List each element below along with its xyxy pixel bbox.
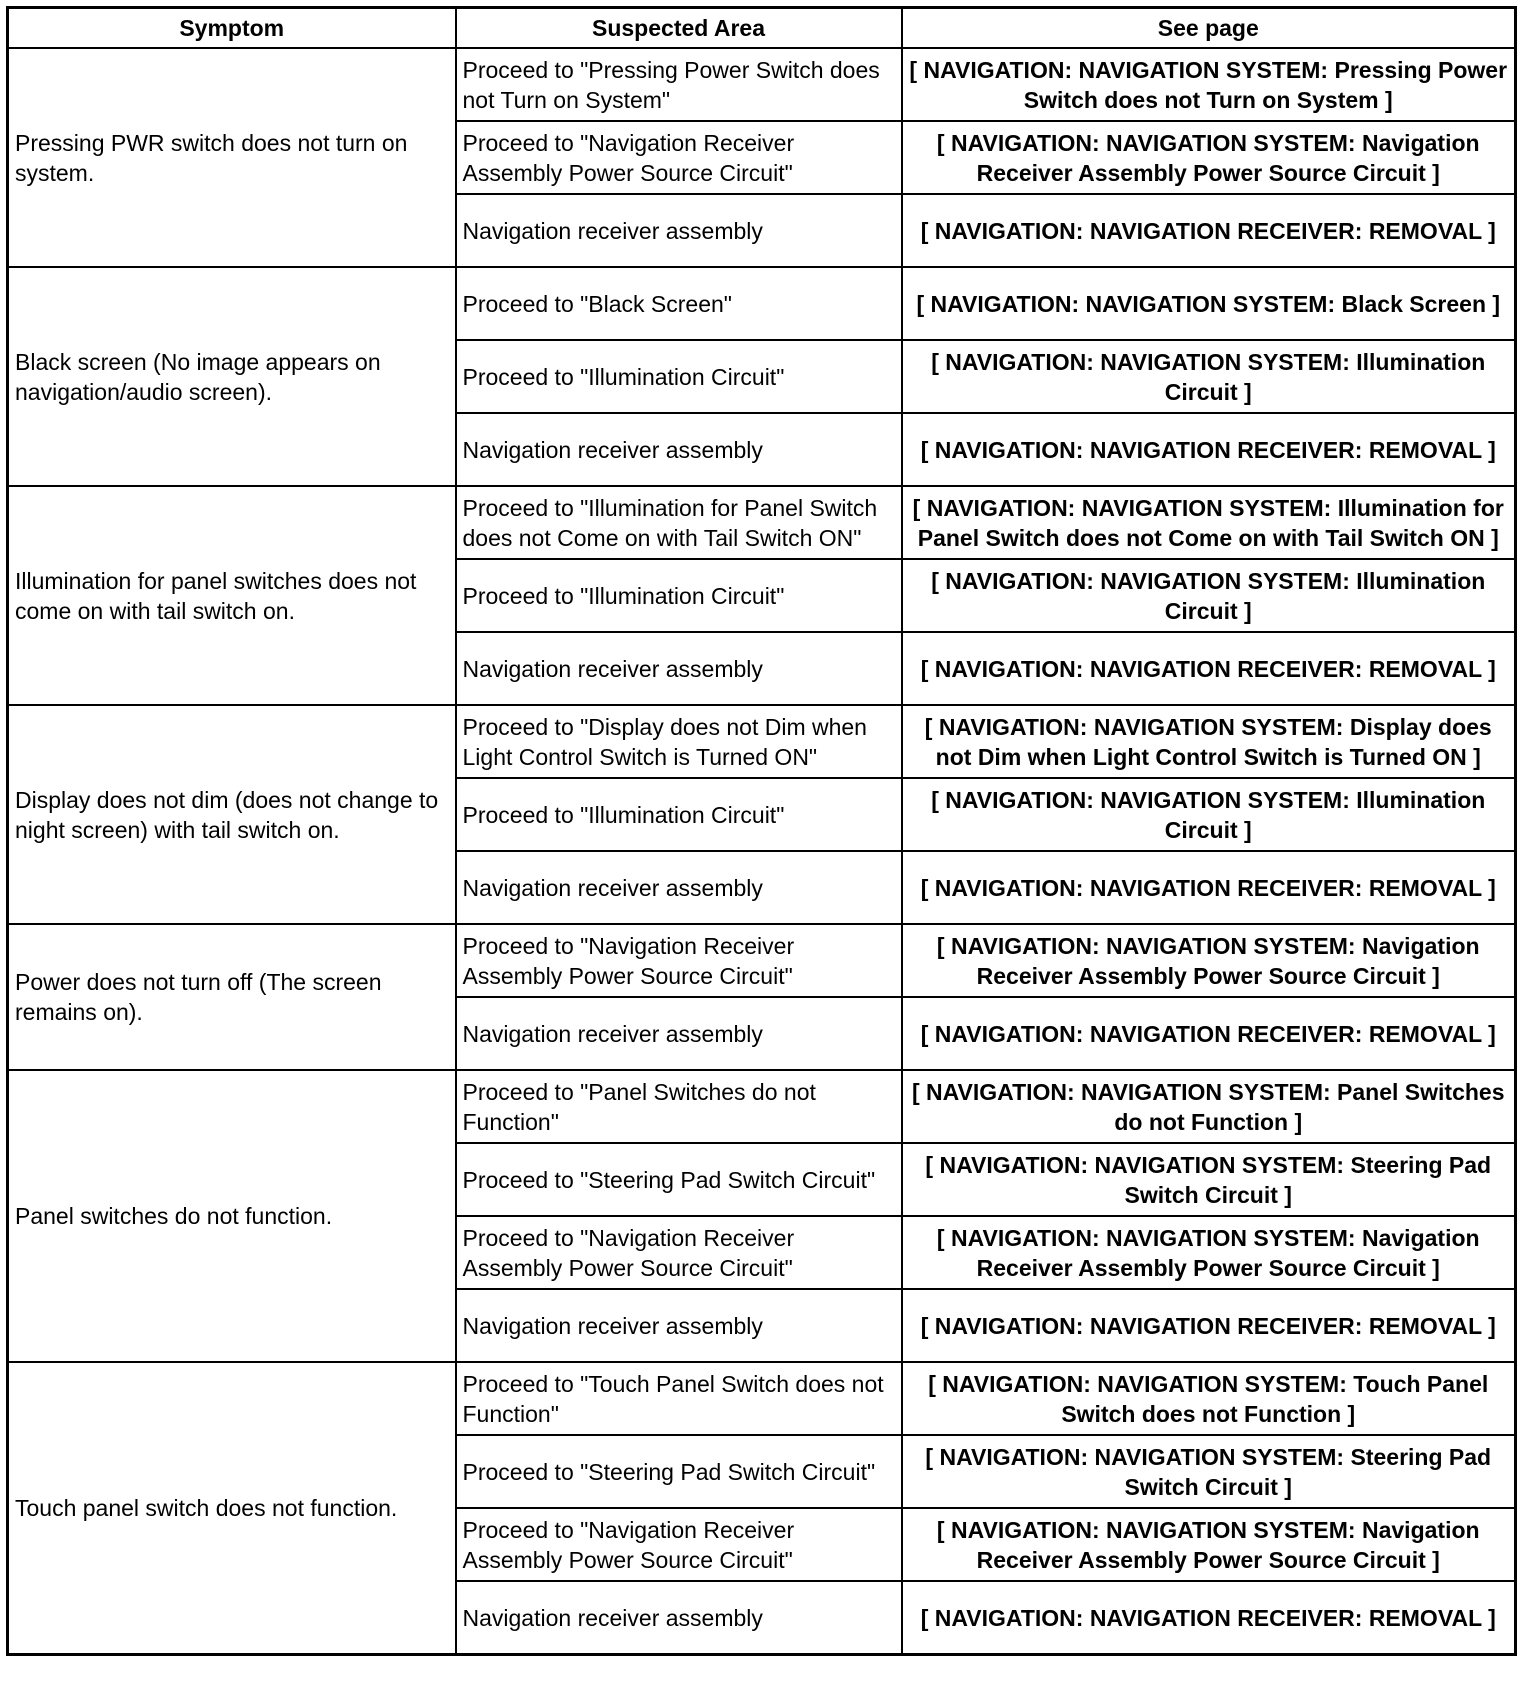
suspected-area-cell: Navigation receiver assembly bbox=[456, 997, 902, 1070]
see-page-link[interactable]: [ NAVIGATION: NAVIGATION SYSTEM: Display does not Dim when Light Control Switch is Turned ON ] bbox=[902, 705, 1516, 778]
see-page-link[interactable]: [ NAVIGATION: NAVIGATION SYSTEM: Black Screen ] bbox=[902, 267, 1516, 340]
see-page-link[interactable]: [ NAVIGATION: NAVIGATION SYSTEM: Illumination Circuit ] bbox=[902, 559, 1516, 632]
see-page-link[interactable]: [ NAVIGATION: NAVIGATION SYSTEM: Pressing Power Switch does not Turn on System ] bbox=[902, 48, 1516, 121]
table-row bbox=[8, 1362, 1516, 1435]
suspected-area-cell: Navigation receiver assembly bbox=[456, 632, 902, 705]
suspected-area-cell: Proceed to "Panel Switches do not Function" bbox=[456, 1070, 902, 1143]
table-row bbox=[8, 48, 1516, 121]
header-symptom: Symptom bbox=[8, 8, 456, 49]
suspected-area-cell: Proceed to "Illumination Circuit" bbox=[456, 778, 902, 851]
see-page-link[interactable]: [ NAVIGATION: NAVIGATION RECEIVER: REMOVAL ] bbox=[902, 413, 1516, 486]
see-page-link[interactable]: [ NAVIGATION: NAVIGATION RECEIVER: REMOVAL ] bbox=[902, 1289, 1516, 1362]
see-page-link[interactable]: [ NAVIGATION: NAVIGATION RECEIVER: REMOVAL ] bbox=[902, 632, 1516, 705]
suspected-area-cell: Proceed to "Navigation Receiver Assembly Power Source Circuit" bbox=[456, 1508, 902, 1581]
suspected-area-cell: Proceed to "Illumination Circuit" bbox=[456, 340, 902, 413]
document-page bbox=[6, 6, 1517, 1656]
suspected-area-cell: Proceed to "Steering Pad Switch Circuit" bbox=[456, 1143, 902, 1216]
symptom-cell: Pressing PWR switch does not turn on system. bbox=[8, 48, 456, 267]
table-row bbox=[8, 1070, 1516, 1143]
suspected-area-cell: Proceed to "Navigation Receiver Assembly Power Source Circuit" bbox=[456, 121, 902, 194]
suspected-area-cell: Proceed to "Steering Pad Switch Circuit" bbox=[456, 1435, 902, 1508]
problem-symptoms-table bbox=[6, 6, 1517, 1656]
suspected-area-cell: Proceed to "Navigation Receiver Assembly Power Source Circuit" bbox=[456, 1216, 902, 1289]
suspected-area-cell: Proceed to "Display does not Dim when Light Control Switch is Turned ON" bbox=[456, 705, 902, 778]
suspected-area-cell: Proceed to "Touch Panel Switch does not Function" bbox=[456, 1362, 902, 1435]
symptom-cell: Display does not dim (does not change to night screen) with tail switch on. bbox=[8, 705, 456, 924]
suspected-area-cell: Navigation receiver assembly bbox=[456, 1289, 902, 1362]
suspected-area-cell: Proceed to "Illumination Circuit" bbox=[456, 559, 902, 632]
suspected-area-cell: Navigation receiver assembly bbox=[456, 1581, 902, 1655]
see-page-link[interactable]: [ NAVIGATION: NAVIGATION SYSTEM: Steering Pad Switch Circuit ] bbox=[902, 1143, 1516, 1216]
table-row bbox=[8, 924, 1516, 997]
suspected-area-cell: Navigation receiver assembly bbox=[456, 413, 902, 486]
suspected-area-cell: Proceed to "Black Screen" bbox=[456, 267, 902, 340]
see-page-link[interactable]: [ NAVIGATION: NAVIGATION SYSTEM: Navigation Receiver Assembly Power Source Circuit ] bbox=[902, 121, 1516, 194]
see-page-link[interactable]: [ NAVIGATION: NAVIGATION RECEIVER: REMOVAL ] bbox=[902, 851, 1516, 924]
suspected-area-cell: Proceed to "Navigation Receiver Assembly Power Source Circuit" bbox=[456, 924, 902, 997]
see-page-link[interactable]: [ NAVIGATION: NAVIGATION RECEIVER: REMOVAL ] bbox=[902, 997, 1516, 1070]
table-row bbox=[8, 267, 1516, 340]
header-see-page: See page bbox=[902, 8, 1516, 49]
see-page-link[interactable]: [ NAVIGATION: NAVIGATION SYSTEM: Navigation Receiver Assembly Power Source Circuit ] bbox=[902, 924, 1516, 997]
see-page-link[interactable]: [ NAVIGATION: NAVIGATION SYSTEM: Illumination Circuit ] bbox=[902, 778, 1516, 851]
table-body bbox=[8, 48, 1516, 1655]
see-page-link[interactable]: [ NAVIGATION: NAVIGATION SYSTEM: Navigation Receiver Assembly Power Source Circuit ] bbox=[902, 1508, 1516, 1581]
table-row bbox=[8, 705, 1516, 778]
see-page-link[interactable]: [ NAVIGATION: NAVIGATION SYSTEM: Steering Pad Switch Circuit ] bbox=[902, 1435, 1516, 1508]
see-page-link[interactable]: [ NAVIGATION: NAVIGATION SYSTEM: Panel Switches do not Function ] bbox=[902, 1070, 1516, 1143]
see-page-link[interactable]: [ NAVIGATION: NAVIGATION SYSTEM: Navigation Receiver Assembly Power Source Circuit ] bbox=[902, 1216, 1516, 1289]
see-page-link[interactable]: [ NAVIGATION: NAVIGATION SYSTEM: Illumination for Panel Switch does not Come on with Tail Switch ON ] bbox=[902, 486, 1516, 559]
table-header-row bbox=[8, 8, 1516, 49]
see-page-link[interactable]: [ NAVIGATION: NAVIGATION RECEIVER: REMOVAL ] bbox=[902, 194, 1516, 267]
see-page-link[interactable]: [ NAVIGATION: NAVIGATION SYSTEM: Illumination Circuit ] bbox=[902, 340, 1516, 413]
header-suspected-area: Suspected Area bbox=[456, 8, 902, 49]
suspected-area-cell: Navigation receiver assembly bbox=[456, 851, 902, 924]
see-page-link[interactable]: [ NAVIGATION: NAVIGATION RECEIVER: REMOVAL ] bbox=[902, 1581, 1516, 1655]
table-row bbox=[8, 486, 1516, 559]
symptom-cell: Panel switches do not function. bbox=[8, 1070, 456, 1362]
symptom-cell: Touch panel switch does not function. bbox=[8, 1362, 456, 1655]
symptom-cell: Illumination for panel switches does not come on with tail switch on. bbox=[8, 486, 456, 705]
symptom-cell: Power does not turn off (The screen remains on). bbox=[8, 924, 456, 1070]
see-page-link[interactable]: [ NAVIGATION: NAVIGATION SYSTEM: Touch Panel Switch does not Function ] bbox=[902, 1362, 1516, 1435]
symptom-cell: Black screen (No image appears on navigation/audio screen). bbox=[8, 267, 456, 486]
suspected-area-cell: Proceed to "Pressing Power Switch does not Turn on System" bbox=[456, 48, 902, 121]
suspected-area-cell: Proceed to "Illumination for Panel Switch does not Come on with Tail Switch ON" bbox=[456, 486, 902, 559]
suspected-area-cell: Navigation receiver assembly bbox=[456, 194, 902, 267]
